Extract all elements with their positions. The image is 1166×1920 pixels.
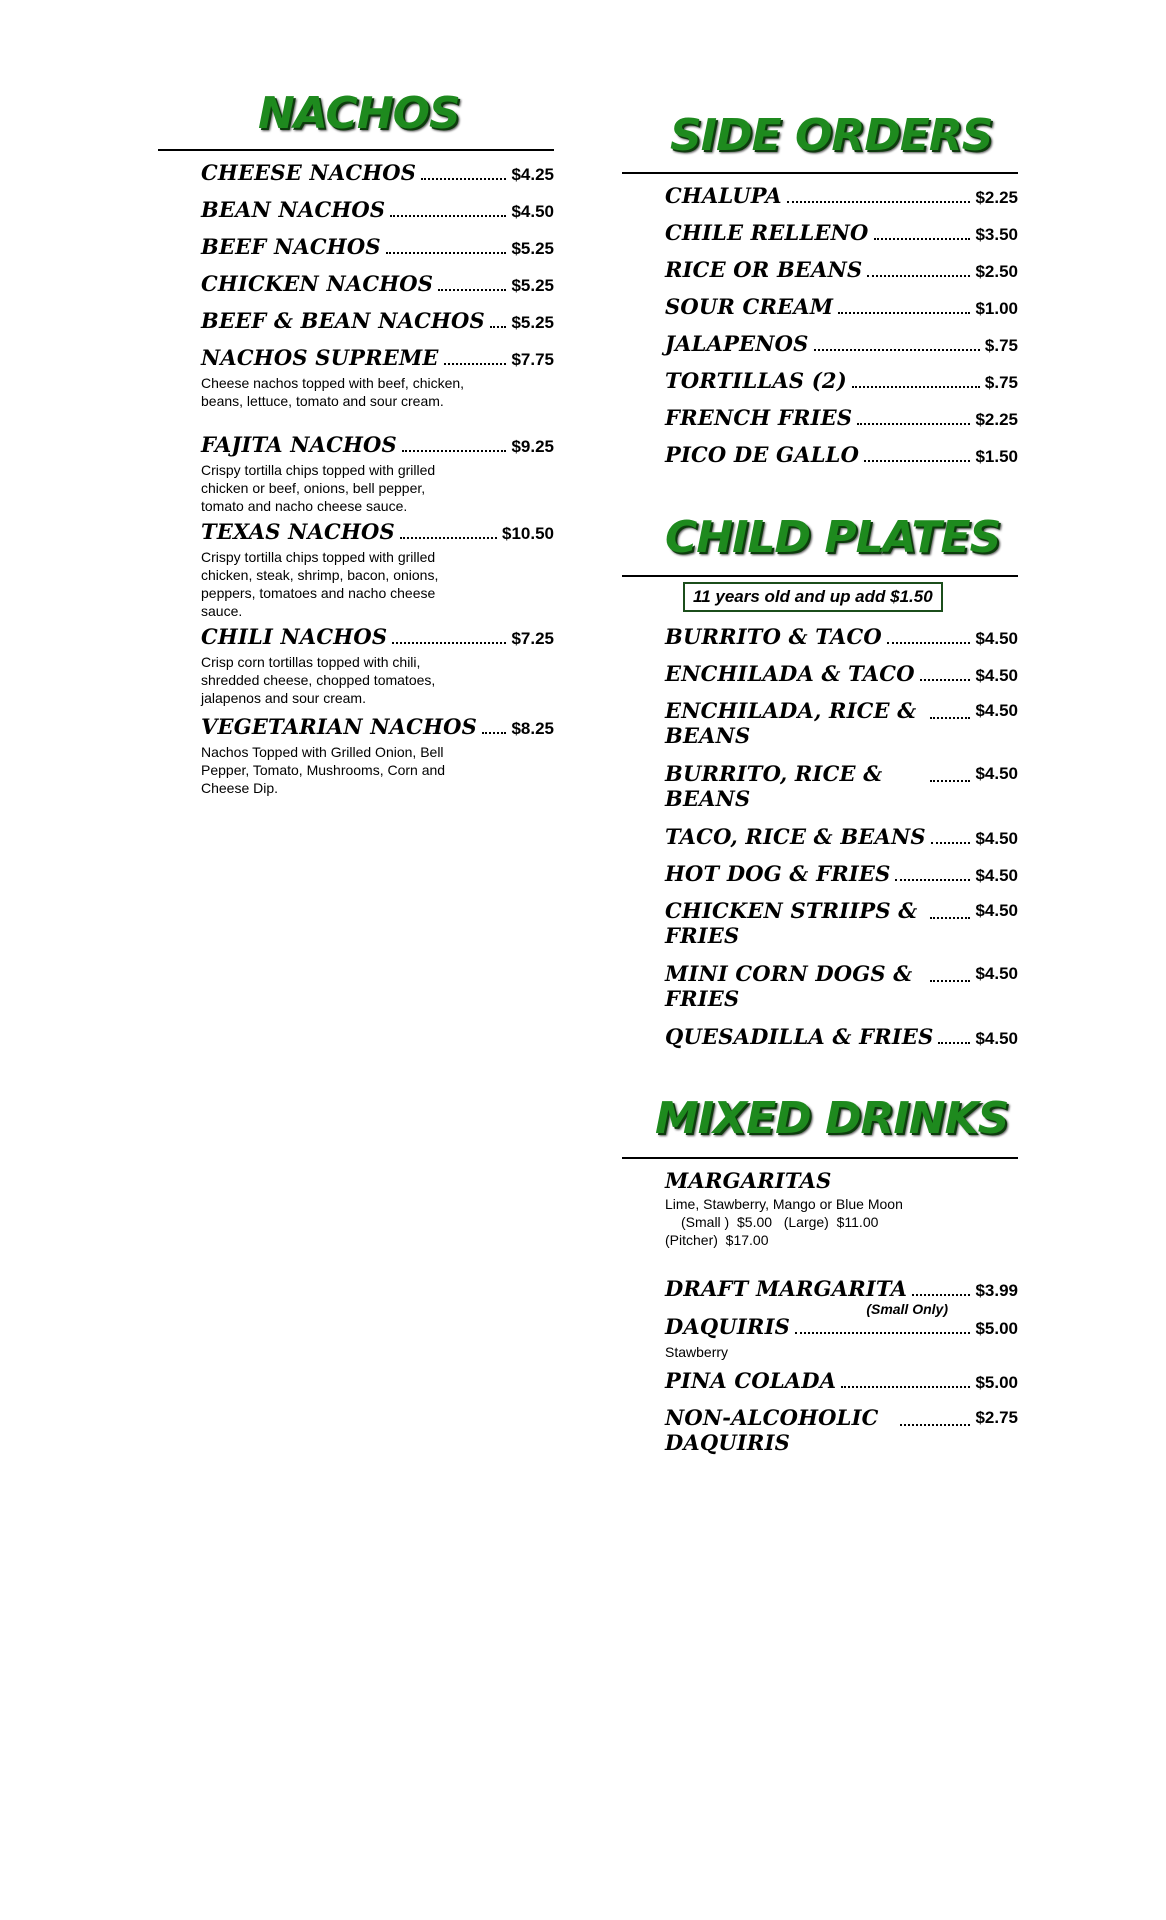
item-price: $4.50 bbox=[975, 829, 1018, 848]
leader-dots bbox=[864, 459, 970, 462]
item-price: $2.75 bbox=[975, 1408, 1018, 1427]
menu-item bbox=[201, 160, 554, 197]
menu-item bbox=[665, 861, 1018, 898]
leader-dots bbox=[867, 274, 970, 277]
item-name: MARGARITAS bbox=[665, 1168, 832, 1193]
item-price: $5.00 bbox=[975, 1373, 1018, 1392]
menu-item bbox=[201, 432, 554, 519]
leader-dots bbox=[400, 536, 497, 539]
side-orders-divider bbox=[622, 172, 1018, 174]
item-price: $4.50 bbox=[975, 629, 1018, 648]
menu-item bbox=[665, 257, 1018, 294]
item-price: $1.00 bbox=[975, 299, 1018, 318]
leader-dots bbox=[814, 348, 980, 351]
nachos-title: NACHOS bbox=[258, 88, 460, 139]
side-orders-title: SIDE ORDERS bbox=[670, 110, 993, 161]
menu-item bbox=[665, 661, 1018, 698]
menu-item bbox=[665, 368, 1018, 405]
item-name: BEEF & BEAN NACHOS bbox=[201, 308, 485, 333]
item-name: TORTILLAS (2) bbox=[665, 368, 847, 393]
item-price: $4.50 bbox=[975, 701, 1018, 720]
leader-dots bbox=[838, 311, 970, 314]
item-name: NACHOS SUPREME bbox=[201, 345, 439, 370]
menu-item bbox=[665, 898, 1018, 961]
item-name: NON-ALCOHOLIC DAQUIRIS bbox=[665, 1405, 879, 1455]
item-description: Cheese nachos topped with beef, chicken, beans, lettuce, tomato and sour cream. bbox=[201, 375, 465, 409]
nachos-divider bbox=[158, 149, 554, 151]
item-price: $5.00 bbox=[975, 1319, 1018, 1338]
item-name: DRAFT MARGARITA bbox=[665, 1276, 908, 1301]
item-name: FAJITA NACHOS bbox=[201, 432, 397, 457]
pitcher-price: (Pitcher) $17.00 bbox=[665, 1232, 769, 1248]
leader-dots bbox=[390, 214, 506, 217]
menu-item bbox=[201, 234, 554, 271]
small-only-note: (Small Only) bbox=[866, 1301, 948, 1317]
item-price: $4.50 bbox=[975, 1029, 1018, 1048]
item-name: CHILI NACHOS bbox=[201, 624, 388, 649]
item-price: $4.50 bbox=[975, 964, 1018, 983]
leader-dots bbox=[444, 362, 507, 365]
menu-item bbox=[665, 698, 1018, 761]
age-note-box: 11 years old and up add $1.50 bbox=[683, 582, 943, 612]
side-orders-list bbox=[665, 183, 1018, 479]
menu-item bbox=[665, 961, 1018, 1024]
menu-item bbox=[665, 220, 1018, 257]
item-description: Crispy tortilla chips topped with grilled chicken, steak, shrimp, bacon, onions, peppers, tomatoes and nacho cheese sauce. bbox=[201, 549, 439, 619]
item-name: PINA COLADA bbox=[665, 1368, 837, 1393]
menu-item bbox=[665, 405, 1018, 442]
leader-dots bbox=[386, 251, 507, 254]
menu-item bbox=[201, 519, 554, 624]
menu-item bbox=[201, 714, 554, 794]
menu-item bbox=[665, 442, 1018, 479]
menu-item bbox=[201, 345, 554, 432]
item-price: $5.25 bbox=[511, 276, 554, 295]
item-description: Crisp corn tortillas topped with chili, shredded cheese, chopped tomatoes, jalapenos and sour cream. bbox=[201, 654, 436, 706]
leader-dots bbox=[930, 979, 970, 982]
item-name: PICO DE GALLO bbox=[665, 442, 860, 467]
menu-item bbox=[665, 183, 1018, 220]
item-price: $.75 bbox=[984, 373, 1018, 392]
item-name: RICE OR BEANS bbox=[665, 257, 863, 282]
menu-item-margaritas bbox=[665, 1168, 1018, 1276]
item-price: $3.99 bbox=[975, 1281, 1018, 1300]
item-price: $3.50 bbox=[975, 225, 1018, 244]
item-name: JALAPENOS bbox=[665, 331, 809, 356]
leader-dots bbox=[900, 1423, 970, 1426]
menu-item bbox=[665, 761, 1018, 824]
item-name: CHICKEN STRIIPS & FRIES bbox=[665, 898, 918, 948]
item-price: $5.25 bbox=[511, 239, 554, 258]
item-price: $4.50 bbox=[975, 666, 1018, 685]
leader-dots bbox=[938, 1041, 970, 1044]
menu-item bbox=[201, 308, 554, 345]
item-name: ENCHILADA, RICE & BEANS bbox=[665, 698, 917, 748]
item-description: Lime, Stawberry, Mango or Blue Moon bbox=[665, 1196, 903, 1212]
item-name: DAQUIRIS bbox=[665, 1314, 790, 1339]
item-price: $10.50 bbox=[502, 524, 554, 543]
mixed-drinks-list bbox=[665, 1168, 1018, 1468]
item-price: $4.50 bbox=[975, 764, 1018, 783]
item-price: $1.50 bbox=[975, 447, 1018, 466]
menu-item bbox=[665, 1276, 1018, 1317]
item-name: BEEF NACHOS bbox=[201, 234, 381, 259]
item-price: $8.25 bbox=[511, 719, 554, 738]
leader-dots bbox=[920, 678, 971, 681]
item-description: Nachos Topped with Grilled Onion, Bell Pepper, Tomato, Mushrooms, Corn and Cheese Dip. bbox=[201, 744, 446, 796]
item-description: Stawberry bbox=[665, 1344, 729, 1360]
item-name: TEXAS NACHOS bbox=[201, 519, 395, 544]
menu-item bbox=[665, 824, 1018, 861]
leader-dots bbox=[930, 779, 970, 782]
item-name: BURRITO, RICE & BEANS bbox=[665, 761, 883, 811]
menu-item bbox=[201, 624, 554, 714]
leader-dots bbox=[895, 878, 970, 881]
leader-dots bbox=[392, 641, 506, 644]
menu-item bbox=[665, 1314, 1018, 1368]
item-price: $7.75 bbox=[511, 350, 554, 369]
leader-dots bbox=[438, 288, 506, 291]
mixed-drinks-divider bbox=[622, 1157, 1018, 1159]
leader-dots bbox=[490, 325, 507, 328]
leader-dots bbox=[795, 1331, 970, 1334]
leader-dots bbox=[857, 422, 970, 425]
item-name: CHICKEN NACHOS bbox=[201, 271, 434, 296]
item-price: $4.25 bbox=[511, 165, 554, 184]
leader-dots bbox=[930, 716, 970, 719]
item-name: FRENCH FRIES bbox=[665, 405, 853, 430]
item-description: Crispy tortilla chips topped with grilled chicken or beef, onions, bell pepper, tomato and nacho cheese sauce. bbox=[201, 462, 436, 514]
item-name: MINI CORN DOGS & FRIES bbox=[665, 961, 913, 1011]
leader-dots bbox=[402, 449, 507, 452]
leader-dots bbox=[887, 641, 971, 644]
menu-item bbox=[665, 1024, 1018, 1061]
item-name: HOT DOG & FRIES bbox=[665, 861, 891, 886]
leader-dots bbox=[841, 1385, 970, 1388]
menu-item bbox=[201, 197, 554, 234]
menu-item bbox=[665, 1368, 1018, 1405]
item-price: $2.25 bbox=[975, 410, 1018, 429]
nachos-list bbox=[201, 160, 554, 794]
item-name: ENCHILADA & TACO bbox=[665, 661, 915, 686]
item-name: BURRITO & TACO bbox=[665, 624, 882, 649]
leader-dots bbox=[421, 177, 506, 180]
item-price: $4.50 bbox=[975, 866, 1018, 885]
size-prices: (Small ) $5.00 (Large) $11.00 bbox=[681, 1214, 879, 1230]
item-price: $2.50 bbox=[975, 262, 1018, 281]
item-name: VEGETARIAN NACHOS bbox=[201, 714, 477, 739]
leader-dots bbox=[787, 200, 971, 203]
child-plates-title: CHILD PLATES bbox=[665, 512, 1001, 563]
child-plates-divider bbox=[622, 575, 1018, 577]
item-price: $5.25 bbox=[511, 313, 554, 332]
menu-item bbox=[665, 331, 1018, 368]
item-name: CHILE RELLENO bbox=[665, 220, 869, 245]
item-price: $4.50 bbox=[511, 202, 554, 221]
leader-dots bbox=[482, 731, 506, 734]
leader-dots bbox=[852, 385, 980, 388]
item-name: TACO, RICE & BEANS bbox=[665, 824, 926, 849]
menu-item bbox=[665, 294, 1018, 331]
item-price: $2.25 bbox=[975, 188, 1018, 207]
leader-dots bbox=[931, 841, 971, 844]
item-name: BEAN NACHOS bbox=[201, 197, 386, 222]
menu-item bbox=[665, 624, 1018, 661]
item-name: CHALUPA bbox=[665, 183, 782, 208]
item-price: $7.25 bbox=[511, 629, 554, 648]
item-price: $9.25 bbox=[511, 437, 554, 456]
mixed-drinks-title: MIXED DRINKS bbox=[655, 1093, 1009, 1144]
item-price: $4.50 bbox=[975, 901, 1018, 920]
item-name: SOUR CREAM bbox=[665, 294, 834, 319]
item-name: CHEESE NACHOS bbox=[201, 160, 417, 185]
leader-dots bbox=[912, 1293, 970, 1296]
item-price: $.75 bbox=[984, 336, 1018, 355]
child-plates-list bbox=[665, 624, 1018, 1061]
menu-item bbox=[201, 271, 554, 308]
menu-item bbox=[665, 1405, 1018, 1468]
leader-dots bbox=[930, 916, 970, 919]
item-name: QUESADILLA & FRIES bbox=[665, 1024, 934, 1049]
leader-dots bbox=[874, 237, 971, 240]
